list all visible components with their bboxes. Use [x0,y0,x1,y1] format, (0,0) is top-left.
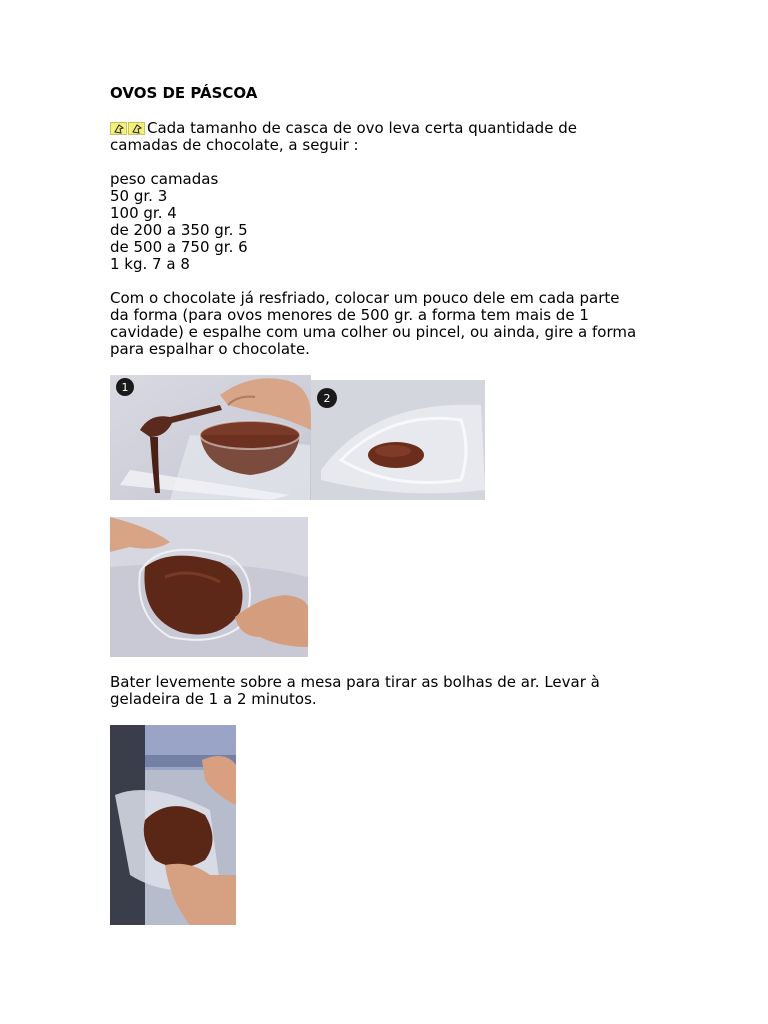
paragraph-line: da forma (para ovos menores de 500 gr. a forma tem mais de 1 [110,306,589,324]
table-row: 50 gr. 3 [110,187,168,205]
hand-pointer-icon [110,122,127,135]
photo-mold-with-chocolate [311,380,485,500]
table-row: de 500 a 750 gr. 6 [110,238,248,256]
paragraph-line: para espalhar o chocolate. [110,340,310,358]
paragraph-line: geladeira de 1 a 2 minutos. [110,690,317,708]
step-number: 2 [323,392,331,405]
photo-pouring-chocolate [110,375,311,500]
paragraph-line: Com o chocolate já resfriado, colocar um pouco dele em cada parte [110,289,620,307]
step-number: 1 [121,381,129,394]
table-header: peso camadas [110,170,219,188]
photo-tilting-mold [110,517,308,657]
photo-refrigerator [110,725,236,925]
hand-pointer-icon [128,122,145,135]
page-title: OVOS DE PÁSCOA [110,84,258,102]
table-row: de 200 a 350 gr. 5 [110,221,248,239]
table-row: 100 gr. 4 [110,204,177,222]
intro-line-2: camadas de chocolate, a seguir : [110,136,359,154]
table-row: 1 kg. 7 a 8 [110,255,190,273]
paragraph-line: Bater levemente sobre a mesa para tirar as bolhas de ar. Levar à [110,673,600,691]
paragraph-line: cavidade) e espalhe com uma colher ou pincel, ou ainda, gire a forma [110,323,637,341]
intro-text-1: Cada tamanho de casca de ovo leva certa quantidade de [147,119,577,137]
